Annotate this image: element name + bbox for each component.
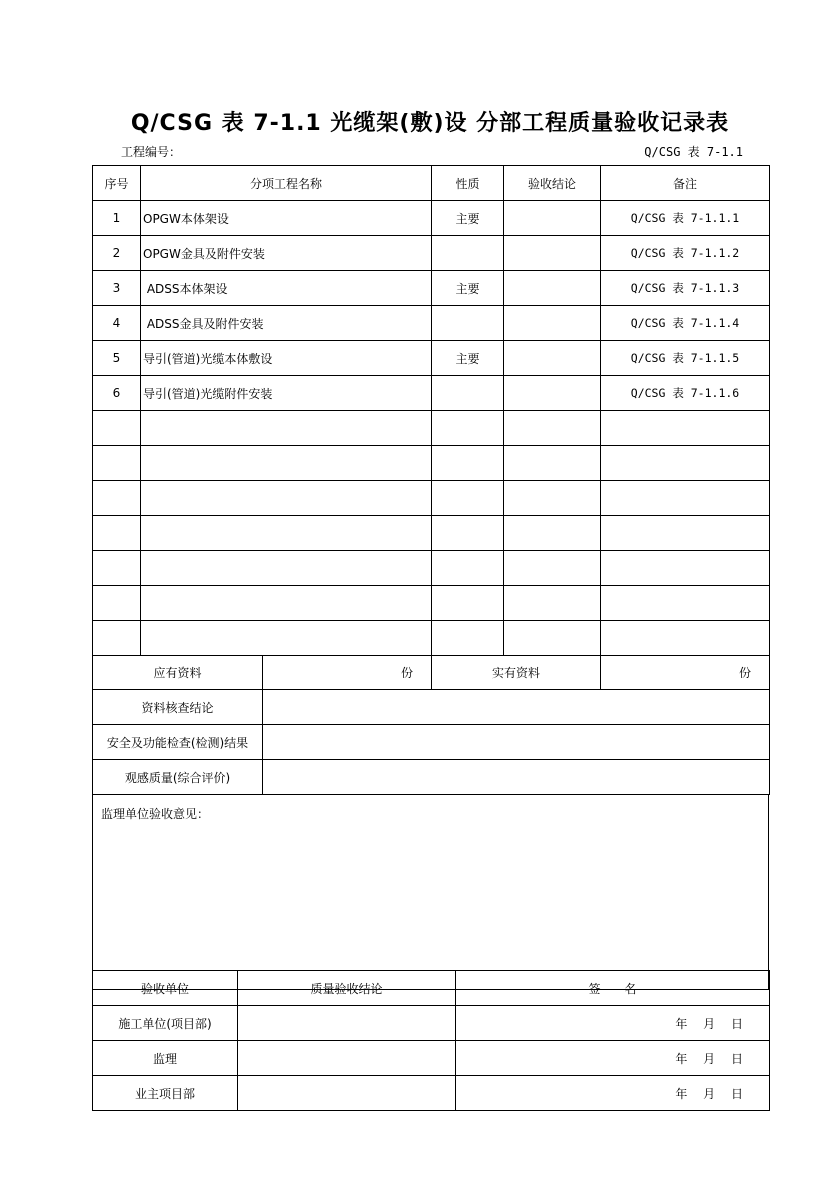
required-docs-unit[interactable]: 份 bbox=[263, 655, 432, 690]
cell-no[interactable] bbox=[93, 411, 141, 446]
check-value[interactable] bbox=[263, 690, 770, 725]
sign-conclusion[interactable] bbox=[238, 1006, 456, 1041]
cell-remark[interactable]: Q/CSG 表 7-1.1.3 bbox=[601, 271, 770, 306]
cell-conclusion[interactable] bbox=[504, 551, 601, 586]
cell-conclusion[interactable] bbox=[504, 411, 601, 446]
cell-conclusion[interactable] bbox=[504, 236, 601, 271]
cell-no[interactable]: 2 bbox=[93, 236, 141, 271]
table-row bbox=[93, 481, 770, 516]
cell-nature[interactable] bbox=[432, 621, 504, 656]
sign-conclusion[interactable] bbox=[238, 1076, 456, 1111]
cell-conclusion[interactable] bbox=[504, 621, 601, 656]
cell-no[interactable]: 5 bbox=[93, 341, 141, 376]
table-row bbox=[93, 306, 770, 341]
header-conclusion: 验收结论 bbox=[504, 166, 601, 201]
cell-conclusion[interactable] bbox=[504, 341, 601, 376]
sign-row bbox=[93, 1006, 770, 1041]
cell-nature[interactable] bbox=[432, 411, 504, 446]
cell-no[interactable] bbox=[93, 446, 141, 481]
project-number-label: 工程编号： bbox=[121, 145, 182, 159]
cell-nature[interactable] bbox=[432, 376, 504, 411]
table-row bbox=[93, 446, 770, 481]
sign-row bbox=[93, 1041, 770, 1076]
cell-no[interactable] bbox=[93, 551, 141, 586]
cell-remark[interactable] bbox=[601, 551, 770, 586]
header-remark: 备注 bbox=[601, 166, 770, 201]
table-row bbox=[93, 376, 770, 411]
cell-conclusion[interactable] bbox=[504, 201, 601, 236]
cell-remark[interactable]: Q/CSG 表 7-1.1.5 bbox=[601, 341, 770, 376]
cell-name[interactable] bbox=[141, 621, 432, 656]
table-row bbox=[93, 551, 770, 586]
sign-unit: 施工单位(项目部) bbox=[93, 1006, 238, 1041]
table-row bbox=[93, 201, 770, 236]
cell-nature[interactable] bbox=[432, 551, 504, 586]
page-title: Q/CSG 表 7-1.1 光缆架(敷)设 分部工程质量验收记录表 bbox=[130, 111, 730, 136]
table-row bbox=[93, 236, 770, 271]
cell-name[interactable] bbox=[141, 551, 432, 586]
cell-name[interactable] bbox=[141, 516, 432, 551]
cell-remark[interactable] bbox=[601, 586, 770, 621]
check-value[interactable] bbox=[263, 760, 770, 795]
cell-nature[interactable] bbox=[432, 306, 504, 341]
table-row bbox=[93, 411, 770, 446]
cell-no[interactable] bbox=[93, 481, 141, 516]
check-value[interactable] bbox=[263, 725, 770, 760]
table-row bbox=[93, 516, 770, 551]
cell-remark[interactable]: Q/CSG 表 7-1.1.2 bbox=[601, 236, 770, 271]
cell-remark[interactable] bbox=[601, 621, 770, 656]
header-name: 分项工程名称 bbox=[141, 166, 432, 201]
sign-date[interactable]: 年 月 日 bbox=[456, 1006, 770, 1041]
cell-remark[interactable] bbox=[601, 516, 770, 551]
cell-no[interactable]: 1 bbox=[93, 201, 141, 236]
cell-name[interactable]: 导引(管道)光缆本体敷设 bbox=[141, 341, 432, 376]
cell-name[interactable] bbox=[141, 411, 432, 446]
sign-unit: 监理 bbox=[93, 1041, 238, 1076]
table-row bbox=[93, 621, 770, 656]
cell-remark[interactable] bbox=[601, 446, 770, 481]
cell-nature[interactable] bbox=[432, 236, 504, 271]
cell-conclusion[interactable] bbox=[504, 481, 601, 516]
cell-remark[interactable]: Q/CSG 表 7-1.1.1 bbox=[601, 201, 770, 236]
sign-conclusion[interactable] bbox=[238, 1041, 456, 1076]
cell-remark[interactable] bbox=[601, 411, 770, 446]
cell-no[interactable] bbox=[93, 516, 141, 551]
cell-conclusion[interactable] bbox=[504, 446, 601, 481]
cell-remark[interactable]: Q/CSG 表 7-1.1.4 bbox=[601, 306, 770, 341]
cell-name[interactable]: ADSS本体架设 bbox=[141, 271, 432, 306]
cell-nature[interactable] bbox=[432, 516, 504, 551]
cell-conclusion[interactable] bbox=[504, 376, 601, 411]
opinion-table bbox=[92, 795, 769, 990]
cell-name[interactable]: OPGW金具及附件安装 bbox=[141, 236, 432, 271]
header-nature: 性质 bbox=[432, 166, 504, 201]
cell-conclusion[interactable] bbox=[504, 306, 601, 341]
sign-header-unit: 验收单位 bbox=[93, 971, 238, 1006]
cell-nature[interactable] bbox=[432, 586, 504, 621]
check-label: 观感质量(综合评价) bbox=[93, 760, 263, 795]
cell-name[interactable]: 导引(管道)光缆附件安装 bbox=[141, 376, 432, 411]
actual-docs-unit[interactable]: 份 bbox=[601, 655, 770, 690]
cell-name[interactable] bbox=[141, 481, 432, 516]
documents-table bbox=[92, 655, 770, 795]
table-row bbox=[93, 271, 770, 306]
sign-header-signature: 签 名 bbox=[456, 971, 770, 1006]
cell-nature[interactable]: 主要 bbox=[432, 341, 504, 376]
cell-nature[interactable] bbox=[432, 481, 504, 516]
cell-no[interactable] bbox=[93, 621, 141, 656]
cell-remark[interactable] bbox=[601, 481, 770, 516]
sign-row bbox=[93, 1076, 770, 1111]
table-header-row bbox=[93, 166, 770, 201]
cell-no[interactable] bbox=[93, 586, 141, 621]
check-label: 安全及功能检查(检测)结果 bbox=[93, 725, 263, 760]
actual-docs-label: 实有资料 bbox=[432, 655, 601, 690]
items-table bbox=[92, 165, 770, 656]
cell-name[interactable]: ADSS金具及附件安装 bbox=[141, 306, 432, 341]
cell-nature[interactable]: 主要 bbox=[432, 201, 504, 236]
cell-no[interactable]: 4 bbox=[93, 306, 141, 341]
cell-nature[interactable] bbox=[432, 446, 504, 481]
check-label: 资料核查结论 bbox=[93, 690, 263, 725]
cell-name[interactable] bbox=[141, 586, 432, 621]
sign-header-conclusion: 质量验收结论 bbox=[238, 971, 456, 1006]
form-code: Q/CSG 表 7-1.1 bbox=[644, 145, 743, 159]
cell-no[interactable]: 3 bbox=[93, 271, 141, 306]
table-row bbox=[93, 341, 770, 376]
supervision-opinion[interactable]: 监理单位验收意见： bbox=[93, 795, 769, 990]
cell-conclusion[interactable] bbox=[504, 516, 601, 551]
cell-no[interactable]: 6 bbox=[93, 376, 141, 411]
sign-unit: 业主项目部 bbox=[93, 1076, 238, 1111]
cell-name[interactable]: OPGW本体架设 bbox=[141, 201, 432, 236]
signature-table bbox=[92, 970, 770, 1111]
sign-date[interactable]: 年 月 日 bbox=[456, 1076, 770, 1111]
cell-nature[interactable]: 主要 bbox=[432, 271, 504, 306]
cell-conclusion[interactable] bbox=[504, 271, 601, 306]
header-no: 序号 bbox=[93, 166, 141, 201]
cell-remark[interactable]: Q/CSG 表 7-1.1.6 bbox=[601, 376, 770, 411]
sign-date[interactable]: 年 月 日 bbox=[456, 1041, 770, 1076]
cell-name[interactable] bbox=[141, 446, 432, 481]
required-docs-label: 应有资料 bbox=[93, 655, 263, 690]
cell-conclusion[interactable] bbox=[504, 586, 601, 621]
table-row bbox=[93, 586, 770, 621]
